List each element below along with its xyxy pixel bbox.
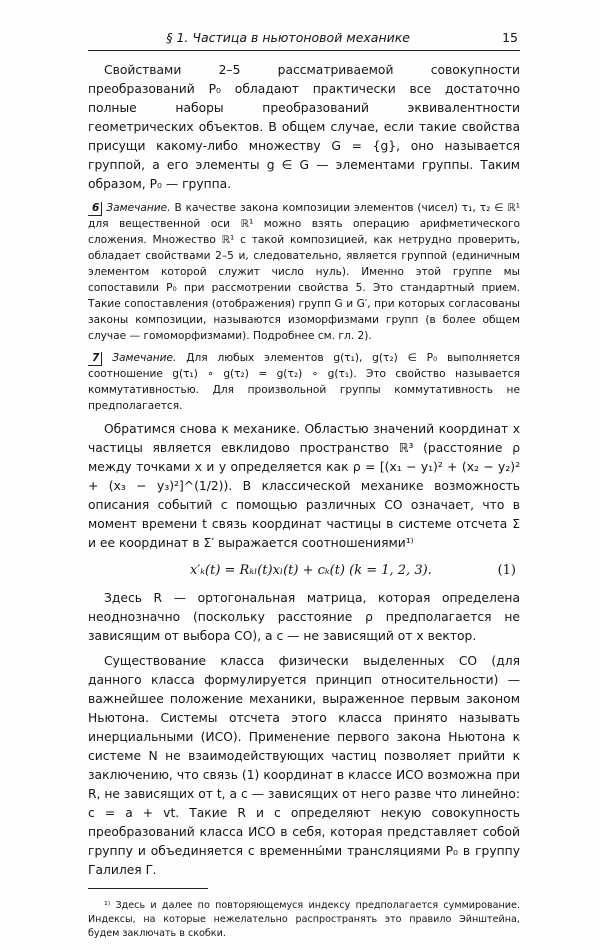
page-number: 15 <box>502 30 518 45</box>
section-title: § 1. Частица в ньютоновой механике <box>166 30 410 45</box>
remark-label: Замечание. <box>112 352 177 364</box>
remark-text: В качестве закона композиции элементов (чисел) τ₁, τ₂ ∈ ℝ¹ для вещественной оси ℝ¹ можно взять операцию арифметического сложения. Множество ℝ¹ с такой композицией, как нетрудно проверить, обладает свойствами 2–5 и, следовательно, является группой (единичным элементом которой служит число нуль). Именно этой группе мы сопоставили P₀ при рассмотрении свойства 5. Это стандартный прием. Такие сопоставления (отображения) групп G и G′, при которых согласованы законы композиции, называются изоморфизмами групп (в более общем случае — гомоморфизмами). Подробнее см. гл. 2). <box>88 202 521 342</box>
equation-number: (1) <box>497 563 516 578</box>
remark-text: Для любых элементов g(τ₁), g(τ₂) ∈ P₀ выполняется соотношение g(τ₁) ∘ g(τ₂) = g(τ₂) ∘ g(τ₁). Это свойство называется коммутативностью. Для произвольной группы коммутативность не предполагается. <box>88 352 521 412</box>
remark-number: 6 <box>88 202 102 216</box>
page-body <box>88 61 520 950</box>
remark-7 <box>88 350 520 414</box>
footnote: ¹⁾ Здесь и далее по повторяющемуся индексу предполагается суммирование. Индексы, на которые нежелательно распространять это правило Эйнштейна, будем заключать в скобки. <box>88 899 520 939</box>
equation-1 <box>88 559 520 585</box>
running-head <box>88 26 520 51</box>
paragraph-group-definition: Свойствами 2–5 рассматриваемой совокупности преобразований P₀ обладают практически все достаточно полные наборы преобразований эквивалентности геометрических объектов. В общем случае, если такие свойства присущи какому-либо множеству G = {g}, оно называется группой, а его элементы g ∈ G — элементами группы. Таким образом, P₀ — группа. <box>88 63 520 191</box>
footnote-rule <box>88 888 208 889</box>
equation-expression: x′ₖ(t) = Rₖₗ(t)xₗ(t) + cₖ(t) (k = 1, 2, 3). <box>190 563 432 578</box>
remark-label: Замечание. <box>106 202 171 214</box>
paragraph-orthogonal-matrix: Здесь R — ортогональная матрица, которая определена неоднозначно (поскольку расстояние ρ предполагается не зависящим от выбора СО), а c — не зависящий от x вектор. <box>88 591 520 643</box>
paragraph-coordinates: Обратимся снова к механике. Областью значений координат x частицы является евклидово пространство ℝ³ (расстояние ρ между точками x и y определяется как ρ = [(x₁ − y₁)² + (x₂ − y₂)² + (x₃ − y₃)²]^(1/2)). В классической механике возможность описания событий с помощью различных СО означает, что в момент времени t связь координат частицы в системе отсчета Σ и ее координат в Σ′ выражается соотношениями¹⁾ <box>88 422 520 550</box>
remark-6 <box>88 200 520 344</box>
remark-number: 7 <box>88 352 102 366</box>
paragraph-inertial-frames: Существование класса физически выделенных СО (для данного класса формулируется принцип относительности) — важнейшее положение механики, выраженное первым законом Ньютона. Системы отсчета этого класса принято называть инерциальными (ИСО). Применение первого закона Ньютона к системе N не взаимодействующих частиц позволяет прийти к заключению, что связь (1) координат в классе ИСО возможна при R, не зависящих от t, а c — зависящих от него разве что линейно: c = a + vt. Такие R и c определяют некую совокупность преобразований класса ИСО в себя, которая представляет собой группу и объединяется с временны́ми трансляциями P₀ в группу Галилея Γ. <box>88 654 520 877</box>
